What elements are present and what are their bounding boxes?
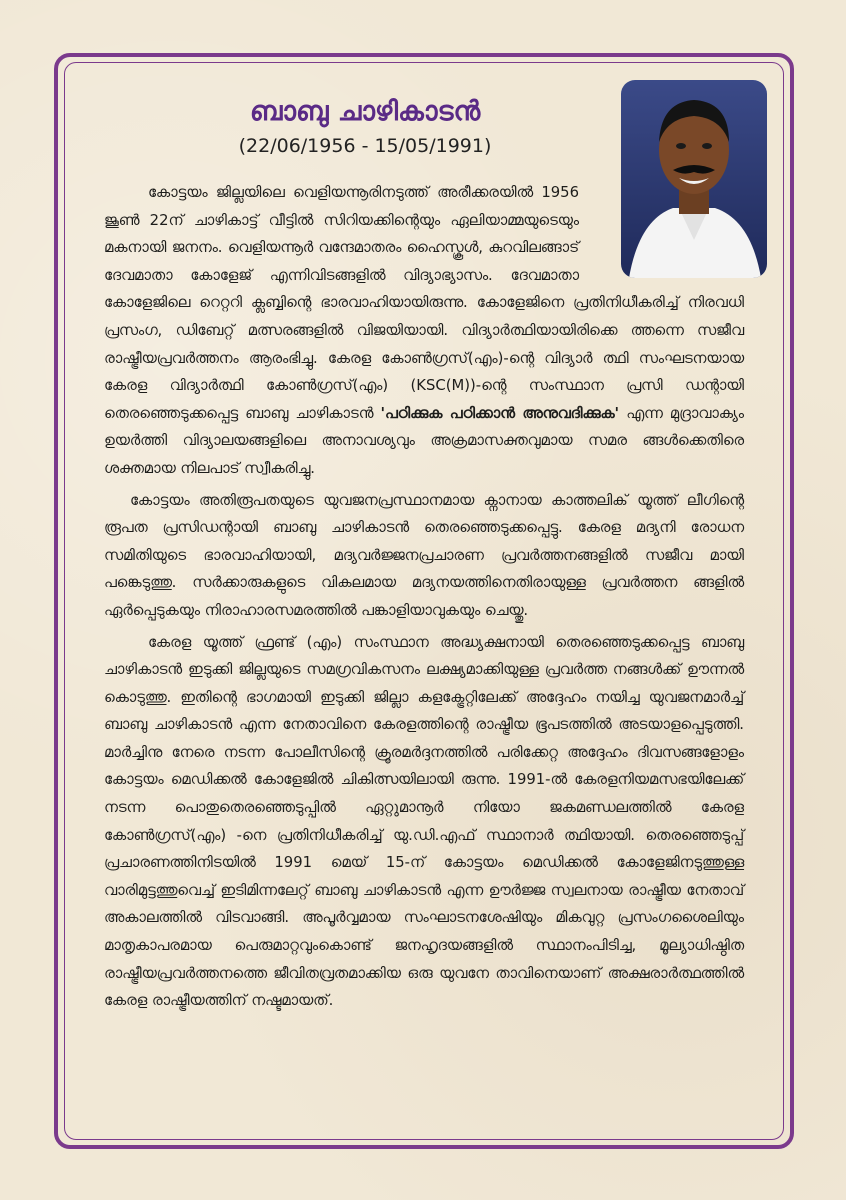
page-title: ബാബു ചാഴികാടൻ bbox=[249, 96, 481, 127]
paragraph-2: കോട്ടയം അതിരൂപതയുടെ യുവജനപ്രസ്ഥാനമായ ക്നാനായ കാത്തലിക് യൂത്ത് ലീഗിന്റെ രൂപത പ്രസിഡന്റായി ബാബു ചാഴികാടൻ തെരഞ്ഞെടുക്കപ്പെട്ടു. കേരള മദ്യനി രോധന സമിതിയുടെ ഭാരവാഹിയായി, മദ്യവർജ്ജനപ്രചാരണ പ്രവർത്തനങ്ങളിൽ സജീവ മായി പങ്കെടുത്തു. സർക്കാരുകളുടെ വികലമായ മദ്യനയത്തിനെതിരായുള്ള പ്രവർത്തന ങ്ങളിൽ ഏർപ്പെടുകയും നിരാഹാരസമരത്തിൽ പങ്കാളിയാവുകയും ചെയ്തു. bbox=[104, 491, 744, 619]
paragraph-3: കേരള യൂത്ത് ഫ്രണ്ട് (എം) സംസ്ഥാന അദ്ധ്യക്ഷനായി തെരഞ്ഞെടുക്കപ്പെട്ട ബാബു ചാഴികാടൻ ഇടുക്കി ജില്ലയുടെ സമഗ്രവികസനം ലക്ഷ്യമാക്കിയുള്ള പ്രവർത്ത നങ്ങൾക്ക് ഊന്നൽ കൊടുത്തു. ഇതിന്റെ ഭാഗമായി ഇടുക്കി ജില്ലാ കളക്ട്രേറ്റിലേക്ക് അദ്ദേഹം നയിച്ച യുവജനമാർച്ച് ബാബു ചാഴികാടൻ എന്ന നേതാവിനെ കേരളത്തിന്റെ രാഷ്ട്രീയ ഭൂപടത്തിൽ അടയാളപ്പെടുത്തി. മാർച്ചിനു നേരെ നടന്ന പോലീസിന്റെ ക്രൂരമർദ്ദനത്തിൽ പരിക്കേറ്റ അദ്ദേഹം ദിവസങ്ങളോളം കോട്ടയം മെഡിക്കൽ കോളേജിൽ ചികിത്സയിലായി രുന്നു. 1991-ൽ കേരളനിയമസഭയിലേക്ക് നടന്ന പൊതുതെരഞ്ഞെടുപ്പിൽ ഏറ്റുമാനൂർ നിയോ ജകമണ്ഡലത്തിൽ കേരള കോൺഗ്രസ്(എം) -നെ പ്രതിനിധീകരിച്ച് യു.ഡി.എഫ് സ്ഥാനാർ ത്ഥിയായി. തെരഞ്ഞെടുപ്പ് പ്രചാരണത്തിനിടയിൽ 1991 മെയ് 15-ന് കോട്ടയം മെഡിക്കൽ കോളേജിനടുത്തുള്ള വാരിമുട്ടത്തുവെച്ച് ഇടിമിന്നലേറ്റ് ബാബു ചാഴികാടൻ എന്ന ഊർജ്ജ സ്വലനായ രാഷ്ട്രീയ നേതാവ് അകാലത്തിൽ വിടവാങ്ങി. അപൂർവ്വമായ സംഘാടനശേഷിയും മികവുറ്റ പ്രസംഗശൈലിയും മാതൃകാപരമായ പെരുമാറ്റവുംകൊണ്ട് ജനഹൃദയങ്ങളിൽ സ്ഥാനംപിടിച്ച, മൂല്യാധിഷ്ഠിത രാഷ്ട്രീയപ്രവർത്തനത്തെ ജീവിതവ്രതമാക്കിയ ഒരു യുവനേ താവിനെയാണ് അക്ഷരാർത്ഥത്തിൽ കേരള രാഷ്ട്രീയത്തിന് നഷ്ടമായത്. bbox=[104, 633, 744, 1010]
life-dates: (22/06/1956 - 15/05/1991) bbox=[238, 135, 492, 157]
paragraph-1-text-end: എന്ന മുദ്രാവാക്യം ഉയർത്തി വിദ്യാലയങ്ങളിലെ അനാവശ്യവും അക്രമാസക്തവുമായ സമര ങ്ങൾക്കെതിരെ ശക്തമായ നിലപാട് സ്വീകരിച്ചു. bbox=[104, 404, 744, 477]
photo-wrap-space bbox=[579, 179, 744, 289]
biography-text bbox=[104, 179, 744, 1019]
slogan-quote: 'പഠിക്കുക പഠിക്കാൻ അനുവദിക്കുക' bbox=[380, 404, 620, 422]
paragraph-1 bbox=[104, 179, 744, 483]
paragraph-1-text: കോട്ടയം ജില്ലയിലെ വെളിയന്നൂരിനടുത്ത് അരീക്കരയിൽ 1956 ജൂൺ 22ന് ചാഴികാട്ട് വീട്ടിൽ സിറിയക്കിന്റെയും ഏലിയാമ്മയുടെയും മകനായി ജനനം. വെളിയന്നൂർ വന്ദേമാതരം ഹൈസ്കൂൾ, കുറവിലങ്ങാട് ദേവമാതാ കോളേജ് എന്നിവിടങ്ങളിൽ വിദ്യാഭ്യാസം. ദേവമാതാ കോളേജിലെ റെറ്ററി ക്ലബ്ബിന്റെ ഭാരവാഹിയായിരുന്നു. കോളേജിനെ പ്രതിനിധീകരിച്ച് നിരവധി പ്രസംഗ, ഡിബേറ്റ് മത്സരങ്ങളിൽ വിജയിയായി. വിദ്യാർത്ഥിയായിരിക്കെ ത്തന്നെ സജീവ രാഷ്ട്രീയപ്രവർത്തനം ആരംഭിച്ചു. കേരള കോൺഗ്രസ്(എം)-ന്റെ വിദ്യാർ ത്ഥി സംഘടനയായ കേരള വിദ്യാർത്ഥി കോൺഗ്രസ്(എം) (KSC(M))-ന്റെ സംസ്ഥാന പ്രസി ഡന്റായി തെരഞ്ഞെടുക്കപ്പെട്ട ബാബു ചാഴികാടൻ bbox=[104, 184, 744, 422]
